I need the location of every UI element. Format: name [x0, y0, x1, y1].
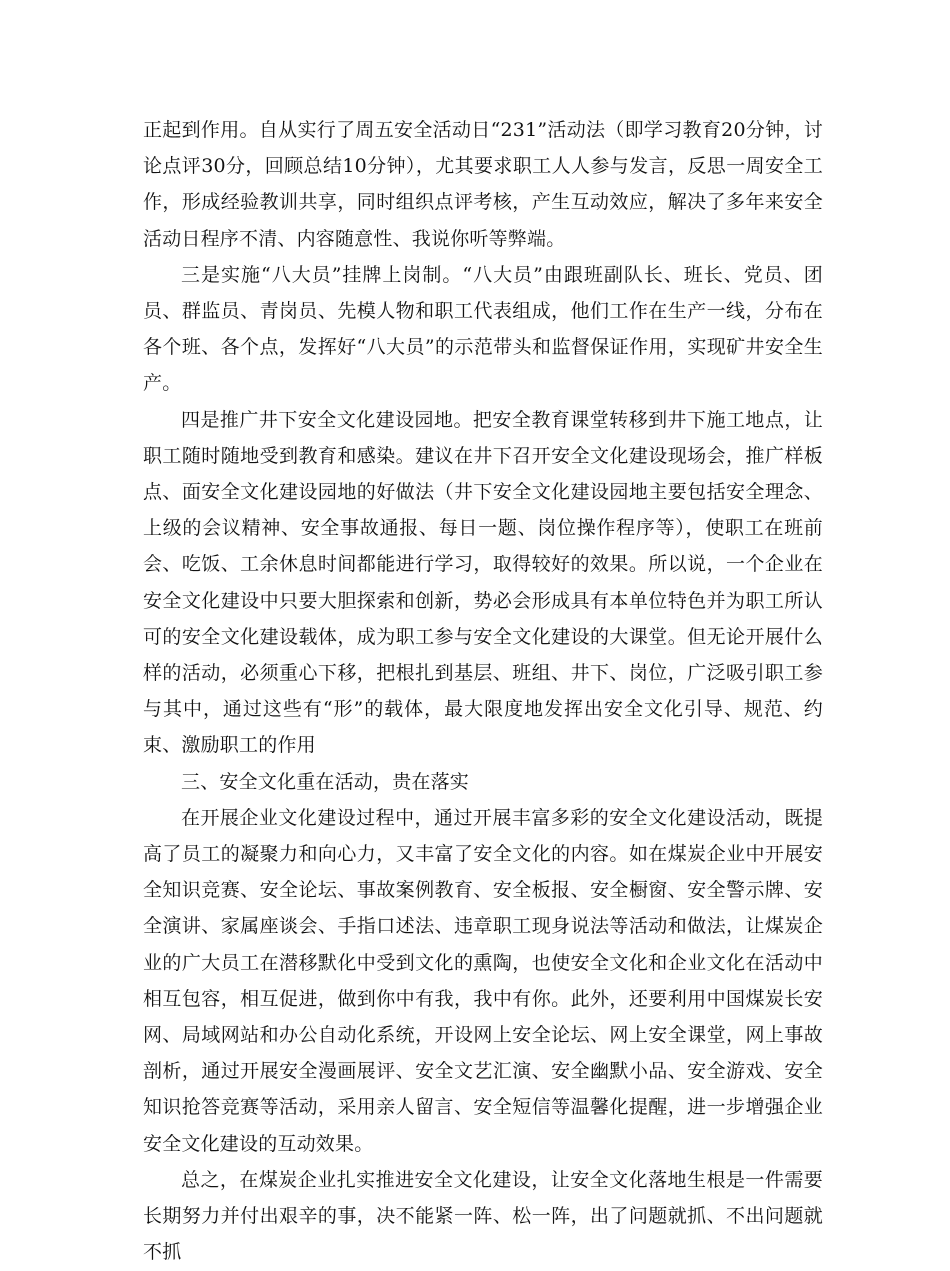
paragraph-underground-garden: 四是推广井下安全文化建设园地。把安全教育课堂转移到井下施工地点，让职工随时随地受到教育和感染。建议在井下召开安全文化建设现场会，推广样板点、面安全文化建设园地的好做法（井下安全文化建设园地主要包括安全理念、上级的会议精神、安全事故通报、每日一题、岗位操作程序等），使职工在班前会、吃饭、工余休息时间都能进行学习，取得较好的效果。所以说，一个企业在安全文化建设中只要大胆探索和创新，势必会形成具有本单位特色并为职工所认可的安全文化建设载体，成为职工参与安全文化建设的大课堂。但无论开展什么样的活动，必须重心下移，把根扎到基层、班组、井下、岗位，广泛吸引职工参与其中，通过这些有“形”的载体，最大限度地发挥出安全文化引导、规范、约束、激励职工的作用	[143, 408, 823, 757]
section-heading: 三、安全文化重在活动，贵在落实	[181, 770, 470, 793]
paragraph-activities: 在开展企业文化建设过程中，通过开展丰富多彩的安全文化建设活动，既提高了员工的凝聚力和向心力，又丰富了安全文化的内容。如在煤炭企业中开展安全知识竞赛、安全论坛、事故案例教育、安全板报、安全橱窗、安全警示牌、安全演讲、家属座谈会、手指口述法、违章职工现身说法等活动和做法，让煤炭企业的广大员工在潜移默化中受到文化的熏陶，也使安全文化和企业文化在活动中相互包容，相互促进，做到你中有我，我中有你。此外，还要利用中国煤炭长安网、局域网站和办公自动化系统，开设网上安全论坛、网上安全课堂，网上事故剖析，通过开展安全漫画展评、安全文艺汇演、安全幽默小品、安全游戏、安全知识抢答竞赛等活动，采用亲人留言、安全短信等温馨化提醒，进一步增强企业安全文化建设的互动效果。	[143, 806, 823, 1155]
document-body	[143, 112, 823, 1271]
paragraph-continuation: 正起到作用。自从实行了周五安全活动日“231”活动法（即学习教育20分钟，讨论点评30分，回顾总结10分钟），尤其要求职工人人参与发言，反思一周安全工作，形成经验教训共享，同时组织点评考核，产生互动效应，解决了多年来安全活动日程序不清、内容随意性、我说你听等弊端。	[143, 119, 823, 250]
paragraph-conclusion: 总之，在煤炭企业扎实推进安全文化建设，让安全文化落地生根是一件需要长期努力并付出艰辛的事，决不能紧一阵、松一阵，出了问题就抓、不出问题就不抓	[143, 1168, 823, 1264]
paragraph-eight-members: 三是实施“八大员”挂牌上岗制。“八大员”由跟班副队长、班长、党员、团员、群监员、青岗员、先模人物和职工代表组成，他们工作在生产一线，分布在各个班、各个点，发挥好“八大员”的示范带头和监督保证作用，实现矿井安全生产。	[143, 263, 823, 395]
